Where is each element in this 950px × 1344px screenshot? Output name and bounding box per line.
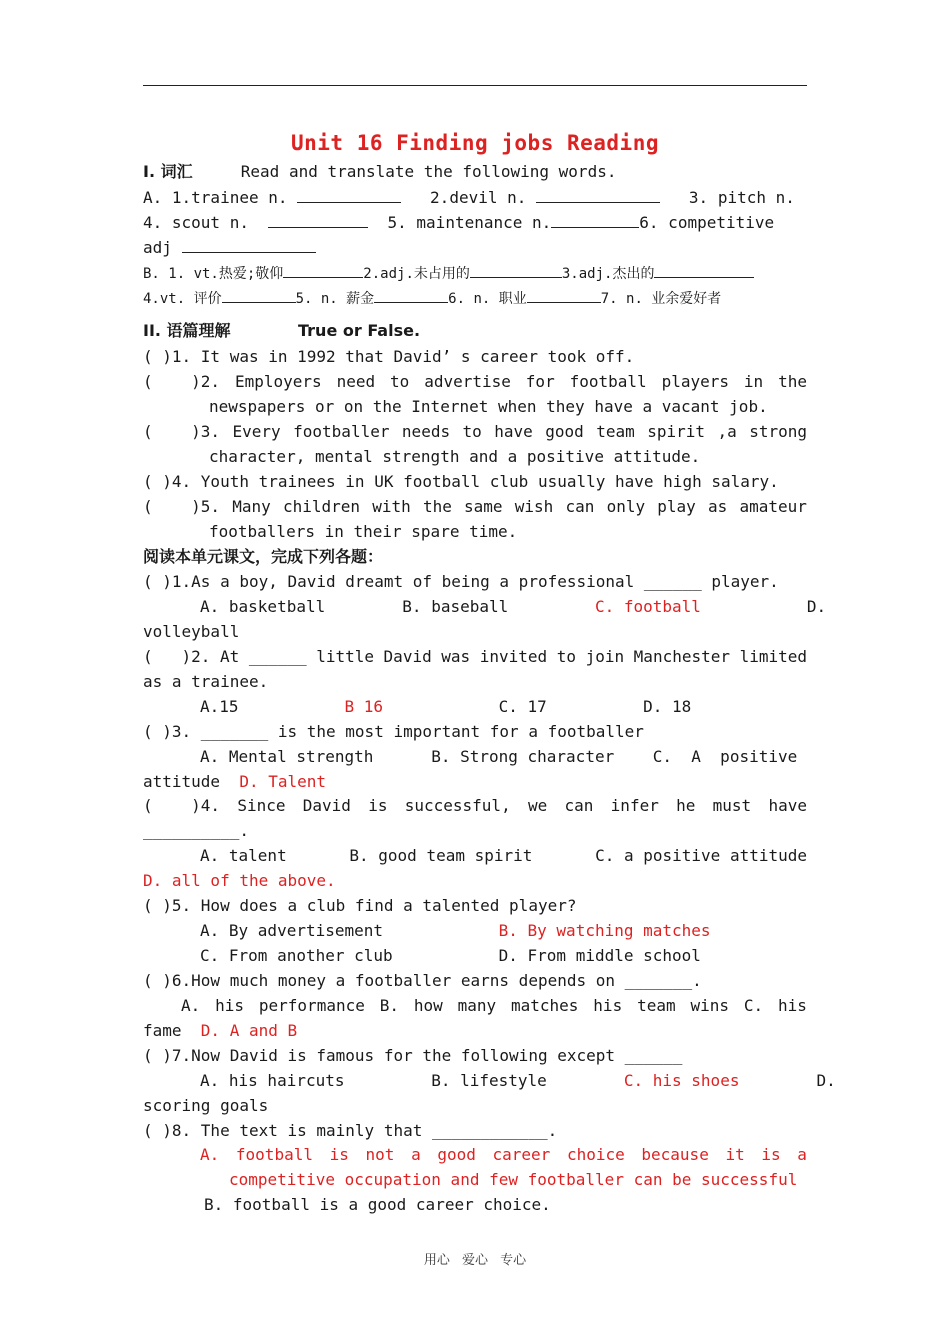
word: Many [232,497,271,516]
word: not [365,1145,395,1164]
vocab-item: A. 1.trainee n. [143,188,288,207]
option: D. [806,597,827,616]
word: need [336,372,376,391]
word: ( )3. [143,422,221,441]
word: football [569,372,647,391]
question-8: ( )8. The text is mainly that ____________. [143,1121,558,1140]
vocab-item: adj [143,238,172,257]
vocab-b-line1 [143,259,807,284]
word: how [413,996,443,1015]
vocab-item: 6. n. 职业 [448,291,527,307]
question-1: ( )1.As a boy, David dreamt of being a professional ______ player. [143,572,779,591]
word: a [411,1145,421,1164]
word: successful, [404,796,511,815]
question-6: ( )6.How much money a footballer earns depends on _______. [143,971,702,990]
word: it [725,1145,745,1164]
question-8-option-a-cont: competitive occupation and few footballer can be successful [229,1170,798,1189]
answer-blank[interactable] [470,259,562,278]
vocab-a-line3 [143,234,807,259]
word: a [797,1145,807,1164]
page-title: Unit 16 Finding jobs Reading [290,131,659,155]
tf-item-2 [143,369,807,394]
word: ( )2. [143,647,211,666]
word: wish [514,497,554,516]
word: A. [200,1145,220,1164]
section1-heading: I. 词汇 [143,162,193,181]
word: Since [237,796,286,815]
option: B. lifestyle [431,1071,547,1090]
word: spirit [647,422,706,441]
vocab-item: 4. scout n. [143,213,249,232]
answer-blank[interactable] [283,259,363,278]
word: to [390,372,410,391]
question-3-options [200,744,807,769]
option-answer: C. his shoes [623,1071,740,1090]
word: join [585,647,625,666]
option: D. 18 [643,697,692,716]
word: is [761,1145,781,1164]
word: football [235,1145,313,1164]
option: A. By advertisement [200,921,384,940]
answer-blank[interactable] [182,234,316,253]
option-answer: D. Talent [239,772,327,791]
word: Manchester [633,647,730,666]
word: wins [690,996,729,1015]
option: B. good team spirit [349,846,533,865]
vocab-item: 5. n. 薪金 [295,291,375,307]
option: A. his haircuts [200,1071,345,1090]
word: team [637,996,676,1015]
answer-blank[interactable] [527,284,601,303]
option-answer: D. A and B [200,1021,298,1040]
question-2-cont: as a trainee. [143,672,269,691]
vocab-item: 6. competitive [639,213,775,232]
vocab-item: 5. maintenance n. [387,213,552,232]
answer-blank[interactable] [268,209,368,228]
tf-item-4: ( )4. Youth trainees in UK football club usually have high salary. [143,472,779,491]
question-7-options [200,1068,836,1093]
word: his [215,996,245,1015]
question-5-options-a [200,918,807,943]
word: good [437,1145,476,1164]
header-rule [143,85,807,86]
option: D. [816,1071,836,1090]
word: for [525,372,555,391]
word: C. [743,996,764,1015]
word: only [606,497,646,516]
vocab-item: 3.adj.杰出的 [561,266,655,282]
word: the [778,372,807,391]
question-2 [143,644,807,669]
option-cont: attitude [143,772,221,791]
word: career [492,1145,551,1164]
section1-instruction: Read and translate the following words. [240,162,617,181]
question-2-options [200,694,807,719]
word: Employers [234,372,322,391]
word: little [316,647,374,666]
question-3: ( )3. _______ is the most important for a footballer [143,722,644,741]
question-5: ( )5. How does a club find a talented player? [143,896,577,915]
word: choice [566,1145,625,1164]
word: in [743,372,764,391]
vocab-item: B. 1. vt.热爱;敬仰 [143,266,284,282]
word: good [545,422,584,441]
option: A. talent [200,846,287,865]
option: C. a positive attitude [595,846,807,865]
word: must [712,796,752,815]
section3-heading: 阅读本单元课文，完成下列各题： [143,547,384,566]
word: strong [749,422,807,441]
vocab-a-line2 [143,209,807,234]
word: was [441,647,471,666]
word: can [564,796,594,815]
word: David [383,647,432,666]
word: infer [610,796,659,815]
word: have [494,422,533,441]
word: many [457,996,497,1015]
tf-item-5 [143,494,807,519]
option: D. From middle school [498,946,701,965]
word: limited [739,647,807,666]
option: C. A positive [652,747,798,766]
option: B. Strong character [431,747,615,766]
word: we [527,796,548,815]
word: needs [401,422,451,441]
option-cont: fame [143,1021,182,1040]
word: because [641,1145,709,1164]
tf-item-3-cont: character, mental strength and a positive attitude. [209,447,701,466]
section2-instruction: True or False. [298,321,421,340]
option-answer: B. By watching matches [498,921,711,940]
word: the [422,497,452,516]
word: ______ [248,647,307,666]
vocab-item: 7. n. 业余爱好者 [600,291,722,307]
option: C. From another club [200,946,393,965]
word: performance [258,996,365,1015]
word: to [556,647,577,666]
vocab-a-line1 [143,184,807,209]
word: is [368,796,388,815]
section1-header [143,159,807,184]
option: B. baseball [402,597,509,616]
question-7-cont: scoring goals [143,1096,269,1115]
option: A.15 [200,697,239,716]
option-answer: B 16 [344,697,384,716]
question-8-option-a [200,1142,807,1167]
question-4-blank: __________. [143,821,249,840]
word: play [657,497,696,516]
vocab-b-line2 [143,284,807,309]
tf-item-1: ( )1. It was in 1992 that David’ s career took off. [143,347,635,366]
word: David [302,796,351,815]
section2-heading: II. 语篇理解 [143,321,231,340]
question-3-cont [143,769,807,794]
word: team [596,422,635,441]
tf-item-3 [143,419,807,444]
option: A. basketball [200,597,326,616]
answer-blank[interactable] [551,209,639,228]
question-4 [143,793,807,818]
word: ( )2. [143,372,221,391]
page-footer: 用心 爱心 专心 [423,1253,527,1268]
question-1-options [200,594,827,619]
tf-item-5-cont: footballers in their spare time. [209,522,518,541]
question-7: ( )7.Now David is famous for the following except ______ [143,1046,683,1065]
question-6-cont [143,1018,807,1043]
word: B. [379,996,399,1015]
word: his [777,996,807,1015]
word: ( )5. [143,497,221,516]
answer-blank[interactable] [297,184,401,203]
question-6-options [181,993,807,1018]
option-answer: C. football [594,597,701,616]
word: same [464,497,503,516]
answer-blank[interactable] [222,284,296,303]
question-4-options [200,843,807,868]
option: C. 17 [498,697,547,716]
answer-blank[interactable] [654,259,754,278]
word: have [768,796,807,815]
vocab-item: 3. pitch n. [688,188,795,207]
word: as [708,497,728,516]
word: matches [511,996,579,1015]
question-5-options-b [200,943,807,968]
answer-blank[interactable] [374,284,448,303]
question-1-cont: volleyball [143,622,240,641]
word: ,a [717,422,737,441]
word: invited [479,647,548,666]
word: players [661,372,730,391]
answer-blank[interactable] [536,184,660,203]
option: A. Mental strength [200,747,374,766]
word: can [565,497,595,516]
word: amateur [739,497,807,516]
word: advertise [424,372,511,391]
vocab-item: 4.vt. 评价 [143,291,222,307]
section2-header [143,318,807,343]
question-8-option-b: B. football is a good career choice. [204,1195,551,1214]
vocab-item: 2.adj.未占用的 [363,266,470,282]
vocab-item: 2.devil n. [430,188,527,207]
tf-item-2-cont: newspapers or on the Internet when they have a vacant job. [209,397,768,416]
word: At [220,647,240,666]
word: footballer [293,422,390,441]
word: he [676,796,696,815]
question-4-answer: D. all of the above. [143,871,336,890]
word: Every [232,422,281,441]
word: with [372,497,411,516]
word: his [593,996,623,1015]
word: is [329,1145,349,1164]
word: A. [181,996,201,1015]
word: to [462,422,482,441]
word: ( )4. [143,796,221,815]
word: children [282,497,361,516]
